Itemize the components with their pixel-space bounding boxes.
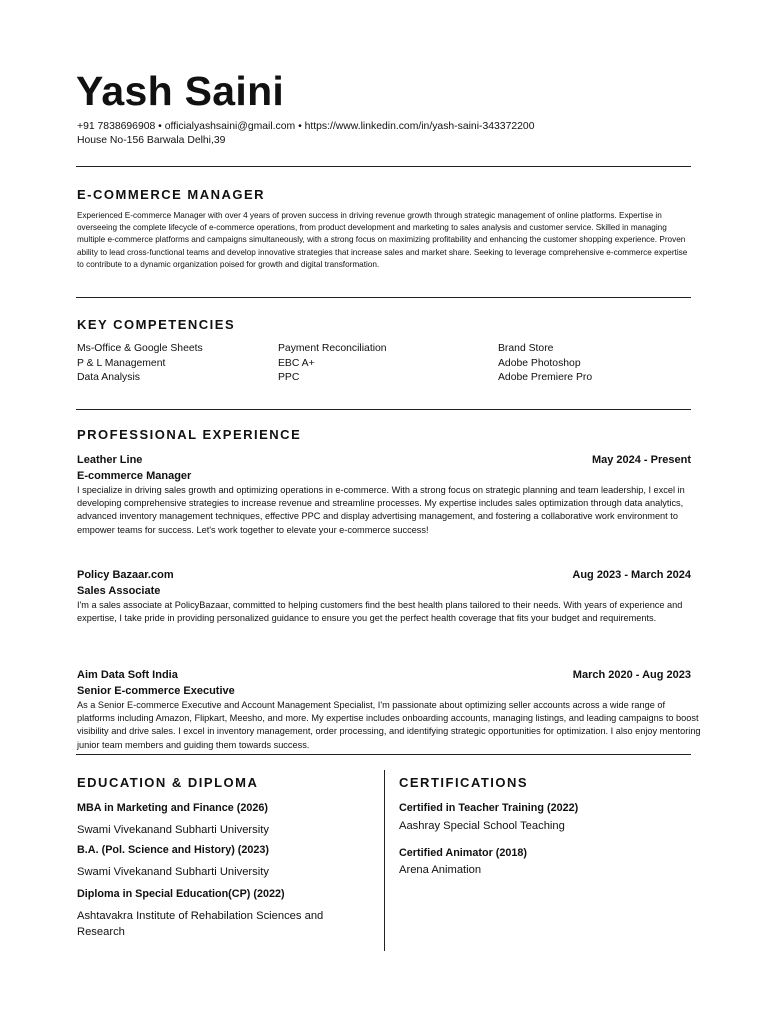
divider (76, 409, 691, 410)
education-institution: Swami Vivekanand Subharti University (77, 824, 269, 836)
certification-name: Certified in Teacher Training (2022) (399, 802, 579, 814)
job-entry (77, 567, 691, 625)
divider (76, 166, 691, 167)
contact-line: +91 7838696908 • officialyashsaini@gmail.com • https://www.linkedin.com/in/yash-saini-343372200 (77, 121, 535, 132)
column-divider (384, 770, 385, 951)
education-entry (77, 887, 372, 940)
certification-name: Certified Animator (2018) (399, 847, 527, 859)
education-degree: Diploma in Special Education(CP) (2022) (77, 888, 285, 900)
divider (76, 297, 691, 298)
education-degree: MBA in Marketing and Finance (2026) (77, 802, 268, 814)
certification-issuer: Arena Animation (399, 864, 482, 876)
job-description: I specialize in driving sales growth and optimizing operations in e-commerce. With a strong focus on strategic planning and team leadership, I excel in developing comprehensive strategies to increase revenue and streamline processes. My expertise includes sales optimization through data analytics, advanced inventory management techniques, effective PPC and display advertising management, and fostering a collaborative work environment to empower teams for success. Let's work together to elevate your e-commerce success! (77, 485, 685, 535)
education-entry (77, 801, 372, 838)
summary-heading: E-COMMERCE MANAGER (77, 187, 266, 202)
job-role: Senior E-commerce Executive (77, 685, 235, 697)
competency-item: EBC A+ (278, 357, 315, 369)
job-role: Sales Associate (77, 585, 161, 597)
competencies-column-2 (278, 342, 387, 386)
competencies-heading: KEY COMPETENCIES (77, 317, 236, 332)
competency-item: Data Analysis (77, 372, 140, 383)
certification-issuer: Aashray Special School Teaching (399, 820, 565, 832)
job-company: Leather Line (77, 454, 143, 466)
job-company: Policy Bazaar.com (77, 569, 174, 581)
education-heading: EDUCATION & DIPLOMA (77, 775, 259, 790)
job-role: E-commerce Manager (77, 470, 192, 482)
job-description: I'm a sales associate at PolicyBazaar, committed to helping customers find the best health plans tailored to their needs. With years of experience and expertise, I take pride in providing personalized guidance to ensure you get the perfect health coverage that fits your budget and requirements. (77, 600, 683, 624)
competencies-column-1 (77, 342, 203, 386)
certifications-heading: CERTIFICATIONS (399, 775, 529, 790)
certification-entry (399, 846, 689, 878)
job-entry (77, 667, 701, 752)
competency-item: Ms-Office & Google Sheets (77, 343, 203, 354)
candidate-name: Yash Saini (76, 68, 285, 114)
education-institution: Ashtavakra Institute of Rehabilation Sciences and Research (77, 910, 324, 938)
competency-item: PPC (278, 372, 300, 383)
address-line: House No-156 Barwala Delhi,39 (77, 135, 226, 146)
competency-item: Payment Reconciliation (278, 343, 387, 354)
competency-item: P & L Management (77, 357, 166, 369)
education-degree: B.A. (Pol. Science and History) (2023) (77, 844, 269, 856)
job-company: Aim Data Soft India (77, 669, 178, 681)
summary-text: Experienced E-commerce Manager with over 4 years of proven success in driving revenue growth through strategic management of online platforms. Expertise in overseeing the complete lifecycle of e-commerce operations, from product development and marketing to sales analysis and customer service. Skilled in managing multiple e-commerce platforms and campaigns simultaneously, with a strong focus on maximizing profitability and enhancing the customer shopping experience. Proven ability to lead cross-functional teams and develop innovative strategies that increase sales and market share. Seeking to leverage comprehensive e-commerce expertise to contribute to a dynamic organization poised for growth and digital transformation. (77, 211, 688, 269)
competency-item: Brand Store (498, 343, 554, 354)
job-dates: May 2024 - Present (591, 454, 691, 466)
job-entry (77, 452, 691, 537)
experience-heading: PROFESSIONAL EXPERIENCE (77, 427, 302, 442)
education-entry (77, 843, 372, 880)
competency-item: Adobe Premiere Pro (498, 372, 593, 383)
certification-entry (399, 801, 689, 834)
divider (76, 754, 691, 755)
competencies-column-3 (498, 342, 592, 386)
job-description: As a Senior E-commerce Executive and Account Management Specialist, I'm passionate about optimizing seller accounts across a wide range of platforms including Amazon, Flipkart, Meesho, and more. My expertise includes onboarding accounts, managing listings, and leading campaigns to boost visibility and drive sales. I excel in inventory management, order processing, and identifying strategic opportunities for optimization. I also enjoy mentoring junior team members and guiding them towards success. (77, 700, 701, 750)
competency-item: Adobe Photoshop (498, 357, 581, 369)
job-dates: March 2020 - Aug 2023 (572, 669, 691, 681)
education-institution: Swami Vivekanand Subharti University (77, 866, 269, 878)
job-dates: Aug 2023 - March 2024 (572, 569, 691, 581)
